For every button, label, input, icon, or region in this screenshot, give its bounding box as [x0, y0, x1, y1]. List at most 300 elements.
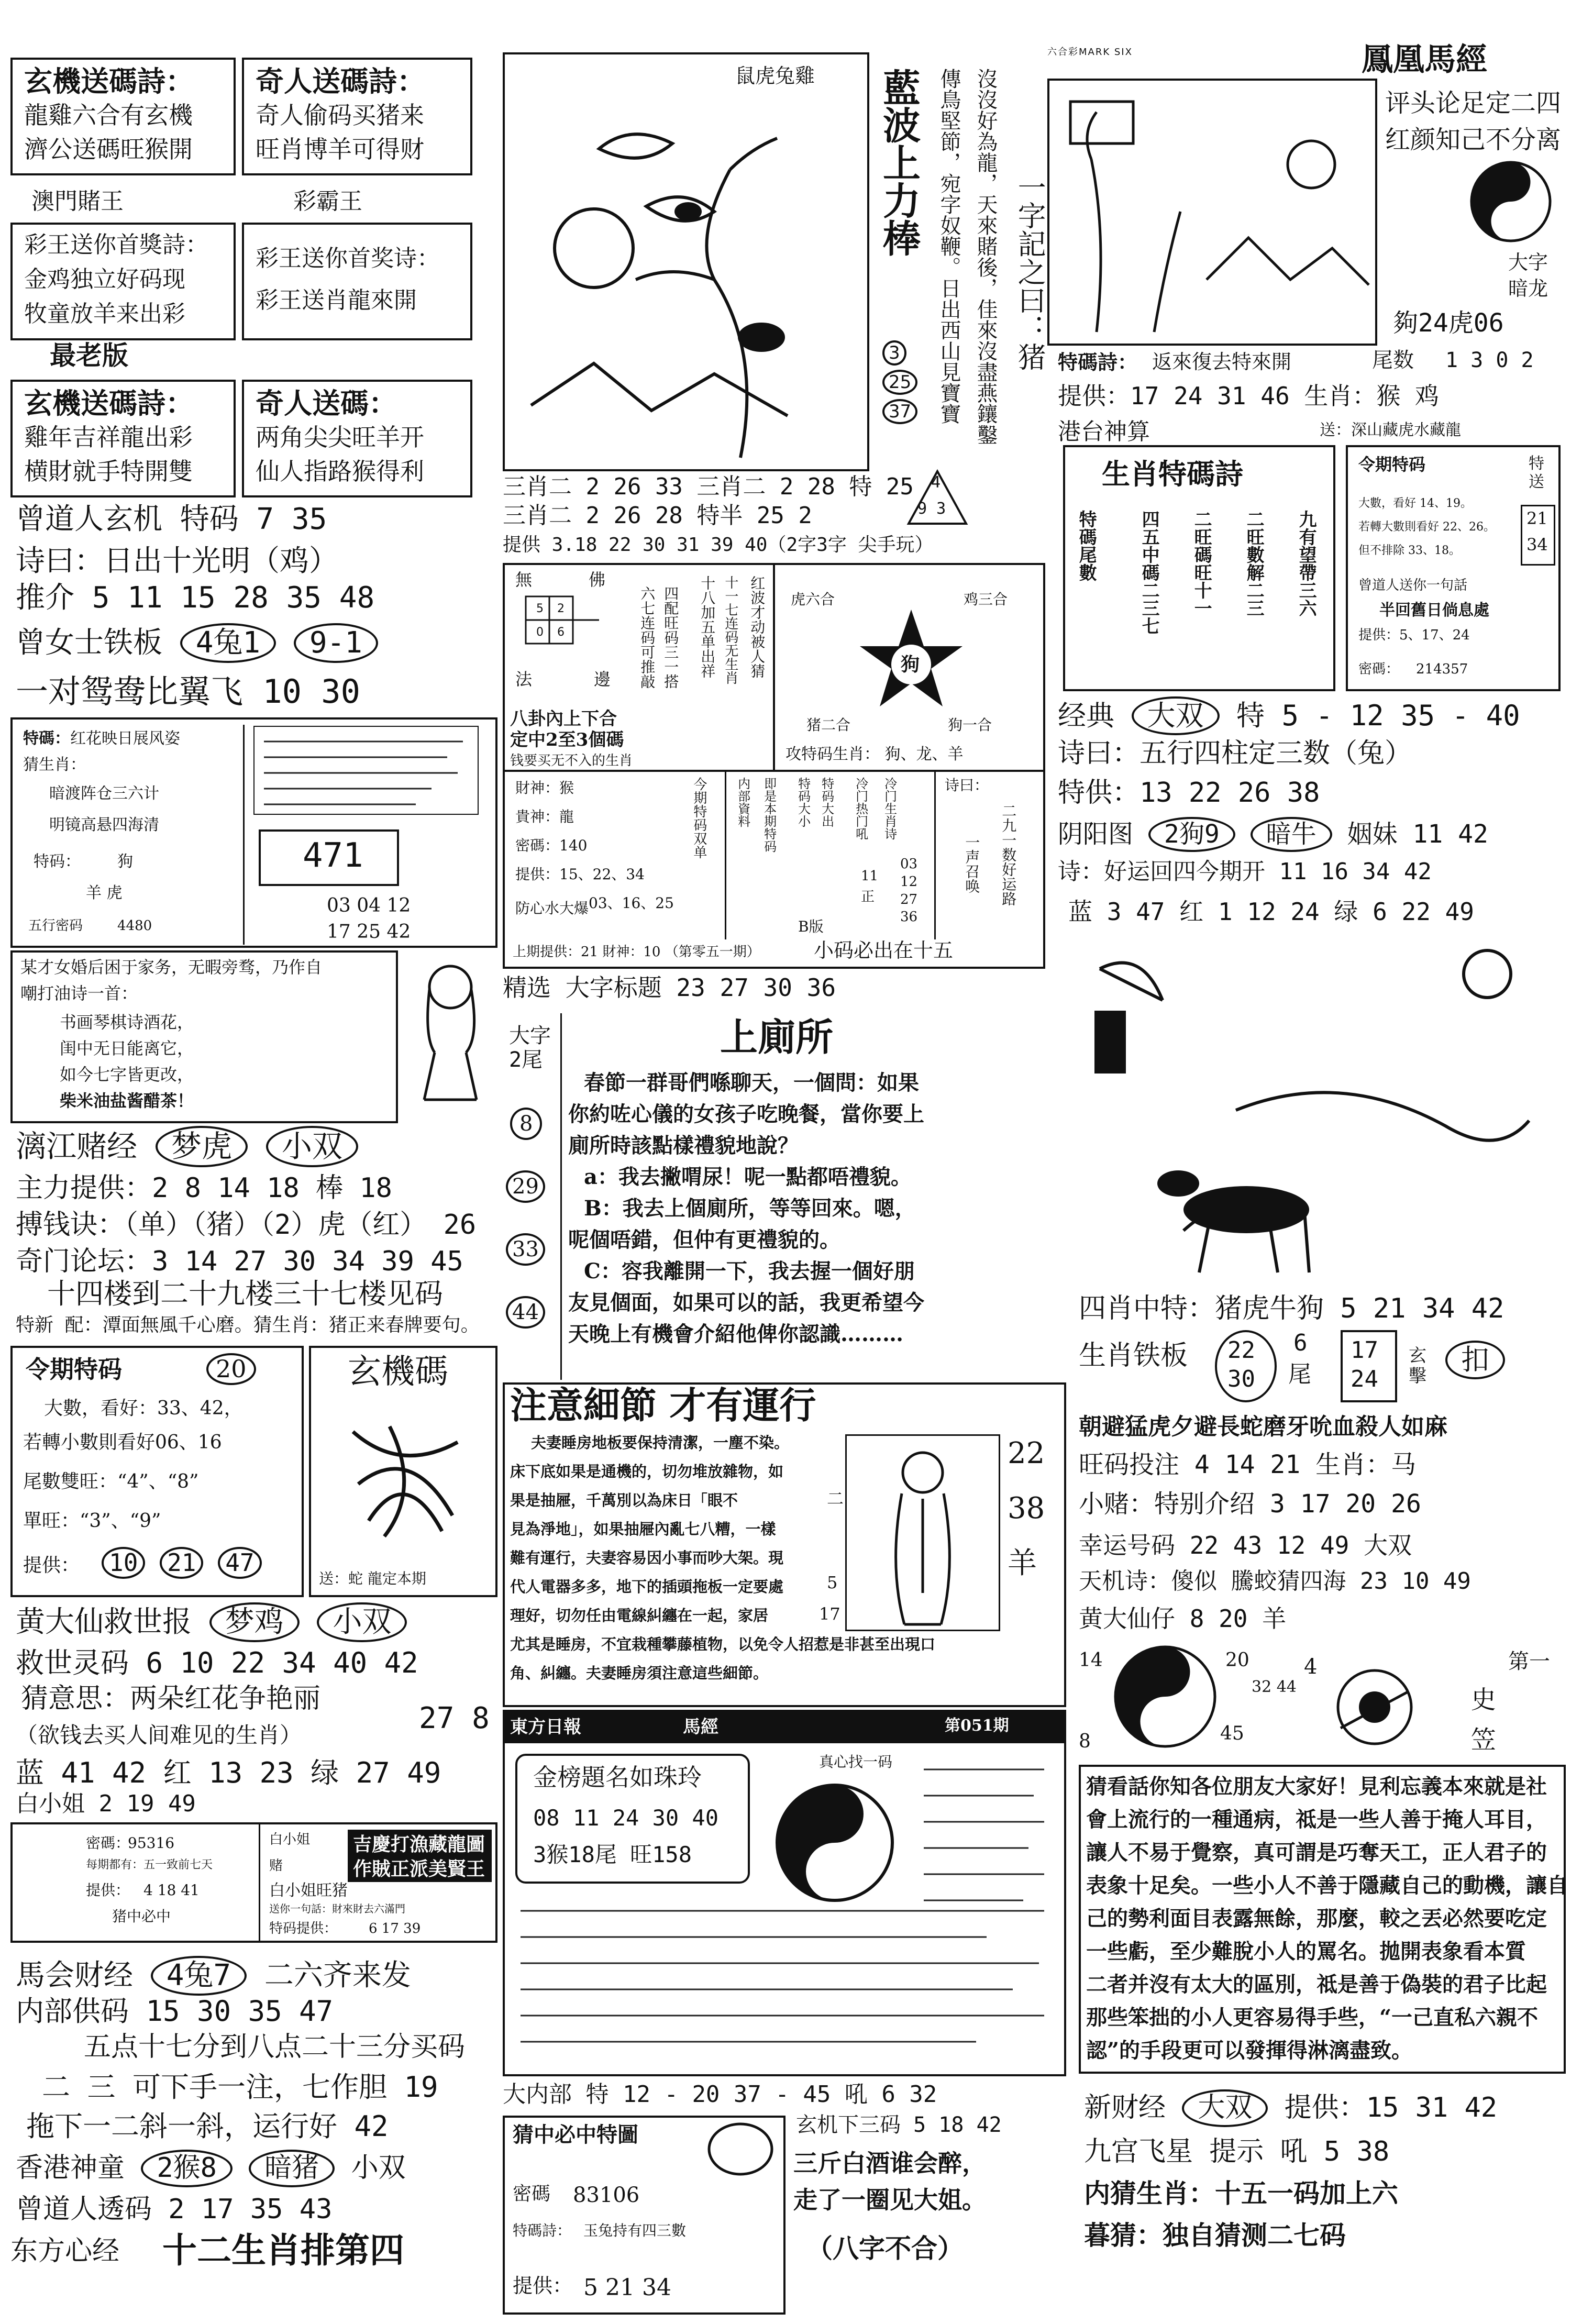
- fortune-l3: 暗渡阵仓三六计: [49, 784, 159, 803]
- big-text-8: 那些笨拙的小人更容易得手些，“一己直私六親不: [1086, 2005, 1539, 2030]
- jingxuan-line: 精选 大字标题 23 27 30 36: [503, 973, 836, 1002]
- scs-p3: 廁所時該點樣禮貌地說？: [568, 1133, 799, 1158]
- bai-box: [10, 1822, 497, 1943]
- panel3-divider-2: [934, 772, 936, 939]
- panel2-hu: 虎六合: [791, 591, 835, 608]
- panel3-col-4: 特码大出: [819, 777, 834, 827]
- panel3-num-3: 27: [900, 891, 918, 908]
- panel1-col-2: 四配旺码三一搭: [662, 586, 680, 689]
- lingqi-r-l1: 大數，看好 14、19。: [1358, 497, 1472, 510]
- taiji-icon: [1110, 1642, 1220, 1752]
- fatty-line: 诗：好运回四今期开 11 16 34 42: [1058, 858, 1432, 885]
- panel2-gou: 狗一合: [948, 716, 992, 734]
- qiren-title: 奇人送碼詩：: [256, 64, 425, 98]
- panel3-poem-label: 诗曰：: [945, 777, 989, 794]
- jiugong-line: 九宫飞星 提示 吼 5 38: [1084, 2136, 1390, 2167]
- jinbang-title: 金榜題名如珠玲: [533, 1763, 702, 1791]
- side-v-line: 夠24虎06: [1393, 308, 1504, 338]
- macau-king-label: 澳門賭王: [31, 188, 124, 215]
- caiwang-box-2: [242, 223, 472, 340]
- daoren-tip: 曾道人玄机 特码 7 35: [16, 502, 327, 536]
- tc-num-6: 45: [1220, 1723, 1244, 1744]
- huangdaxian-label: 黄大仙救世报: [16, 1605, 192, 1639]
- tc-num-2: 20: [1225, 1650, 1249, 1671]
- scs-c1: C：容我離開一下，我去握一個好朋: [584, 1259, 915, 1283]
- zhenxin-label: 真心找一码: [819, 1753, 893, 1770]
- zhuyi-p2: 床下底如果是通機的，切勿堆放雜物，如: [510, 1463, 784, 1480]
- woman-l5: 如今七字皆更改，: [60, 1065, 194, 1084]
- fortune-stamp: [259, 829, 399, 886]
- scs-c2: 友見個面，如果可以的話，我更希望今: [568, 1290, 924, 1315]
- tieban-n2-b: 24: [1351, 1366, 1378, 1392]
- xincai-label: 新财经: [1084, 2092, 1166, 2123]
- side-num-3: 33: [506, 1233, 545, 1266]
- yinyang-circle-1: 2狗9: [1148, 817, 1235, 852]
- big-text-2: 會上流行的一種通病，祗是一些人善于掩人耳目，: [1086, 1807, 1547, 1832]
- panel3-num-4: 36: [900, 909, 918, 925]
- daoren2-line: 曾道人透码 2 17 35 43: [16, 2194, 333, 2225]
- insert-side-print-icon: [913, 1754, 1055, 1911]
- hk-circle-1: 2猴8: [141, 2150, 233, 2187]
- fortune-l5: 特码：: [34, 853, 81, 871]
- xuanji-code-note: 送：蛇 龍定本期: [319, 1570, 426, 1587]
- scs-p1: 春節一群哥們喺聊天，一個問：如果: [584, 1070, 919, 1095]
- insert-header: [505, 1712, 1064, 1743]
- hk-line: [16, 2150, 406, 2187]
- caizhong-emblem-icon: [704, 2120, 777, 2178]
- zhuanqian-line: 搏钱诀：（单）（猪）（2）虎（红） 26: [16, 1209, 477, 1241]
- lijiang-circle-1: 梦虎: [156, 1126, 248, 1167]
- panel3-fang-n: 03、16、25: [589, 894, 674, 912]
- lingqi-title: 令期特码: [26, 1355, 122, 1384]
- zhuyi-p1: 夫妻睡房地板要保持清潔，一塵不染。: [531, 1434, 790, 1452]
- panel2-attack: 攻特码生肖： 狗、龙、羊: [785, 745, 964, 763]
- lingqi-right-box: [1346, 445, 1561, 691]
- tuoxia-line: 拖下一二斜一斜，运行好 42: [26, 2110, 389, 2143]
- panel3-col-2: 即是本期特码: [761, 777, 777, 853]
- big-text-6: 一些虧，至少難脫小人的罵名。拋開表象看本質: [1086, 1939, 1526, 1964]
- oldest-edition-label: 最老版: [50, 340, 128, 371]
- panel1-fo: 佛: [589, 570, 606, 590]
- teshi-line: 特新 配：潭面無風千心磨。猜生肖：猪正来春牌要句。: [16, 1314, 480, 1336]
- tieban-mid-a: 6: [1293, 1330, 1308, 1356]
- scs-a: a：我去撇喟尿！呢一點都唔禮貌。: [584, 1165, 912, 1189]
- xuanji-line-1: 龍雞六合有玄機: [24, 101, 193, 129]
- iron-board-label: [16, 623, 378, 663]
- zhuyi-side-nums: [1000, 1434, 1063, 1628]
- iron-circle-1: 4兔1: [180, 623, 276, 663]
- bai-l2: 每期都有：五一致前七天: [86, 1858, 213, 1872]
- tieban-label: 生肖铁板: [1079, 1340, 1188, 1371]
- xingyun-line: 幸运号码 22 43 12 49 大双: [1079, 1531, 1412, 1559]
- panel3-divider-1: [725, 772, 726, 939]
- panel3-poem-1: 二九一数好运路: [1000, 803, 1017, 906]
- lingqi-r-code: 密碼：: [1358, 661, 1400, 677]
- scs-b1: B：我去上個廁所，等等回來。嗯，: [584, 1196, 916, 1221]
- five-pm-line: 五点十七分到八点二十三分买码: [84, 2031, 466, 2063]
- woman-poem-box: [10, 950, 398, 1123]
- zhongguo: 史 笠: [1466, 1686, 1496, 1752]
- zhuyi-five: 5: [827, 1573, 838, 1592]
- baijiu-1: 三斤白酒谁会醉，: [793, 2149, 986, 2177]
- mahui-rest: 二六齐来发: [264, 1958, 411, 1993]
- woman-l1: 某才女婚后困于家务，无暇旁骛，乃作自: [20, 957, 323, 977]
- mahui-label: 馬会财经: [16, 1958, 133, 1993]
- judge-2: 红颜知己不分离: [1385, 125, 1562, 154]
- big-text-1: 猜看話你知各位朋友大家好！見利忘義本來就是社: [1086, 1774, 1547, 1799]
- panel1-col-5: 红波才动被人猜: [748, 576, 766, 678]
- scs-c3: 天晚上有機會介紹他俾你認識………: [568, 1322, 903, 1346]
- xincai-tail: 提供：15 31 42: [1284, 2092, 1498, 2123]
- panel-zodiac-star: [773, 563, 1045, 772]
- couple-line: 一对鸳鸯比翼飞 10 30: [16, 672, 360, 711]
- dongfang-ribao: 東方日報: [510, 1717, 581, 1738]
- yinyang-label: 阴阳图: [1058, 820, 1134, 849]
- tree-landscape-icon: [1049, 81, 1374, 342]
- di-yi: 第一: [1508, 1650, 1550, 1674]
- panel3-num-5: 11: [861, 868, 879, 884]
- lanbo-title: 藍波上力棒: [877, 68, 921, 257]
- tieban-box: [1341, 1330, 1397, 1402]
- panel3-poem-2: 一声召唤: [963, 835, 981, 893]
- bai-provide-label: 提供：: [86, 1882, 130, 1899]
- caiwang2-line-2: 彩王送肖龍來開: [256, 287, 417, 314]
- tieban-circle: 扣: [1445, 1341, 1505, 1379]
- scribble-tri-top: 4: [931, 473, 941, 492]
- big-text-4: 表象十足矣。一些小人不善于隱藏自己的動機，讓自: [1086, 1873, 1568, 1898]
- yinyang-line: [1058, 817, 1488, 852]
- panel2-zhu: 猪二合: [806, 716, 851, 734]
- xuanji-line-2: 濟公送碼旺猴開: [24, 135, 193, 163]
- panel-caishen: [503, 770, 1045, 969]
- fortune-divider: [243, 725, 245, 945]
- zhuyi-num-2: 38: [1008, 1491, 1045, 1525]
- dazi-1: 大字: [1508, 251, 1548, 274]
- lijiang-line: [16, 1126, 358, 1167]
- xuanji-sanma: 玄机下三码 5 18 42: [796, 2113, 1002, 2137]
- poem-vertical-1: 傳鳥堅節，宛字奴鞭。日出西山見寶寶: [937, 68, 961, 424]
- zhuyi-num-1: 22: [1008, 1436, 1045, 1470]
- recommend-numbers: 推介 5 11 15 28 35 48: [16, 581, 375, 615]
- wangma-line: 旺码投注 4 14 21 生肖：马: [1079, 1450, 1417, 1479]
- lingqi-r-l2: 若轉大數則看好 22、26。: [1358, 521, 1495, 534]
- shengxiao-title: 生肖特碼詩: [1102, 457, 1243, 491]
- tegong-line: 特供：13 22 26 38: [1058, 777, 1320, 809]
- hdx-circle-1: 梦鸡: [209, 1602, 300, 1642]
- panel1-qian: 钱要买无不入的生肖: [510, 753, 633, 769]
- tieban-circle-box: [1215, 1330, 1277, 1402]
- hk-tail: 小双: [351, 2152, 406, 2184]
- tianji-line: 天机诗：傻似 騰蛟猜四海 23 10 49: [1079, 1568, 1471, 1595]
- chaobi-line: 朝避猛虎夕避長蛇磨牙吮血殺人如麻: [1079, 1413, 1447, 1440]
- side-num-1: 8: [510, 1108, 542, 1140]
- jinbang-tail: 3猴18尾 旺158: [533, 1842, 692, 1867]
- poem-vertical-2: 沒沒好為龍，天來賭後，佳來沒盡燕鑲鑿: [973, 68, 998, 445]
- yin-yang-small-icon: [1466, 157, 1555, 246]
- caizhong-provide-label: 提供：: [513, 2274, 573, 2297]
- fenghuang-illustration-box: [1047, 79, 1377, 346]
- caizhong-poem-label: 特碼詩：: [513, 2222, 572, 2239]
- bai-b3: 白小姐旺猪: [269, 1882, 348, 1900]
- poem-sun: 诗曰：日出十光明（鸡）: [16, 544, 338, 578]
- panel1-fa: 法: [515, 669, 533, 689]
- qiren2-line-1: 两角尖尖旺羊开: [256, 423, 424, 451]
- panel3-gui: 貴神：龍: [515, 808, 574, 825]
- fortune-l1: 特碼：: [23, 729, 70, 748]
- panel3-last: 上期提供：21 財神：10 （第零五一期）: [513, 944, 760, 960]
- hdx-right-line: 黄大仙仔 8 20 羊: [1079, 1604, 1287, 1633]
- panel3-col-1: 内部資料: [735, 777, 750, 827]
- panel3-col-5: 冷门热门吼: [853, 777, 868, 840]
- qiren2-title: 奇人送碼：: [256, 386, 397, 420]
- big-text-box: [1079, 1765, 1566, 2074]
- wuxing-line: 诗曰：五行四柱定三数（兔）: [1058, 738, 1412, 769]
- right-provide: 提供：17 24 31 46 生肖：猴 鸡: [1058, 382, 1440, 410]
- hdx-circle-2: 小双: [317, 1602, 407, 1642]
- panel1-col-3: 十八加五单出祥: [699, 576, 716, 678]
- shengxiao-box: [1063, 445, 1335, 691]
- jiushi-line: 救世灵码 6 10 22 34 40 42: [16, 1646, 418, 1679]
- fortune-l6: 羊 虎: [86, 884, 123, 902]
- mahui-line: [16, 1956, 411, 1996]
- lingqi-r-send-2: 34: [1526, 535, 1548, 555]
- newspaper-insert: [503, 1710, 1066, 2076]
- lingqi-r-send: 特送: [1529, 455, 1544, 491]
- zhuyi-box: [503, 1382, 1066, 1707]
- lingqi-nums: [102, 1547, 262, 1579]
- caizhong-code-label: 密碼: [513, 2183, 551, 2205]
- neicai-line: 内猜生肖：十五一码加上六: [1084, 2178, 1398, 2209]
- jingdian-label: 经典: [1058, 699, 1114, 732]
- caizhong-title: 猜中必中特圖: [513, 2122, 638, 2147]
- xiaodu-line: 小赌：特别介绍 3 17 20 26: [1079, 1489, 1421, 1519]
- neibu-c-label: 大内部: [503, 2081, 572, 2108]
- caiwang1-line-1: 彩王送你首獎詩：: [24, 231, 208, 258]
- fenghuang-header: 鳳凰馬經: [1362, 41, 1487, 78]
- bai-b5: 特码提供：: [269, 1921, 338, 1936]
- yinyang-circle-2: 暗牛: [1251, 817, 1332, 852]
- panel3-num-6: 正: [861, 889, 875, 905]
- issue-label: 第051期: [945, 1717, 1009, 1735]
- sx-col-1: 特碼尾數: [1076, 510, 1097, 581]
- fortune-stamp-number: 471: [303, 836, 363, 875]
- tieban-mid-b: 尾: [1288, 1361, 1311, 1388]
- caizhong-provide-value: 5 21 34: [583, 2274, 671, 2301]
- panel1-ding: 定中2至3個碼: [510, 729, 624, 750]
- zhuyi-p4: 見為淨地」，如果抽屜內亂七八糟，一樣: [510, 1520, 776, 1538]
- lanbo-num-2: 25: [882, 370, 917, 395]
- woman-l2: 嘲打油诗一首：: [20, 983, 138, 1003]
- big-text-7: 二者并沒有太大的區別，祗是善于偽裝的君子比起: [1086, 1972, 1547, 1997]
- lan-line: 蓝 3 47 红 1 12 24 绿 6 22 49: [1068, 898, 1474, 926]
- lingqi-r-l4: 曾道人送你一句話: [1358, 578, 1468, 593]
- bai-b1: 白小姐: [269, 1832, 311, 1847]
- panel3-fang: 防心水大爆: [515, 900, 589, 917]
- zodiac-fourth: 十二生肖排第四: [162, 2230, 404, 2271]
- guess-meaning: 猜意思：两朵红花争艳丽: [21, 1683, 321, 1714]
- shangcesuo-title: 上廁所: [720, 1015, 834, 1059]
- gangao-send: 送：深山藏虎水藏龍: [1320, 421, 1461, 439]
- painting-box: [503, 52, 869, 471]
- panel3-col-6: 冷门生肖诗: [882, 777, 897, 840]
- lingqi-circle: 20: [206, 1353, 256, 1385]
- weishu-label: 尾数: [1372, 348, 1414, 372]
- iron-board-text: 曾女士铁板: [16, 626, 162, 660]
- qiren-poem-box-2: [242, 380, 472, 497]
- sixiao-line: 四肖中特：猪虎牛狗 5 21 34 42: [1079, 1293, 1504, 1324]
- scribble-line-1: 三肖二 2 26 33 三肖二 2 28 特 25: [503, 473, 914, 500]
- zhuyi-num-3: 羊: [1008, 1546, 1037, 1580]
- panel3-col-3: 特码大小: [795, 777, 811, 827]
- gangao-label: 港台神算: [1058, 418, 1150, 445]
- guess-sub: （欲钱去买人间难见的生肖）: [16, 1722, 302, 1748]
- caizhong-poem: 玉兔持有四三數: [583, 2222, 687, 2239]
- lingqi-l1: 大數，看好：33、42，: [44, 1398, 243, 1419]
- bai-banner-2: 作賊正派美賢王: [353, 1858, 485, 1880]
- huangdaxian-line: [16, 1602, 407, 1642]
- panel1-col-4: 十一七连码无生肖: [722, 576, 738, 684]
- provide-line: 提供 3.18 22 30 31 39 40（2字3字 尖手玩）: [503, 534, 934, 556]
- xuanji-poem-box: [10, 58, 236, 175]
- zhuyi-p8: 尤其是睡房，不宜栽種攀藤植物，以免令人招惹是非甚至出現口: [510, 1635, 936, 1653]
- xuanji2-line-1: 雞年吉祥龍出彩: [24, 423, 193, 451]
- sx-col-2: 四五中碼二三七: [1138, 510, 1160, 635]
- tieban-x: 玄擊: [1409, 1345, 1426, 1387]
- bai-xiaojie-line: 白小姐 2 19 49: [16, 1790, 196, 1817]
- fortune-l7: 五行密码: [28, 918, 83, 934]
- lingqi-l3: 尾數雙旺：“4”、“8”: [23, 1471, 199, 1492]
- zhuyi-seventeen: 17: [819, 1604, 840, 1624]
- lingqi-num-1: 10: [102, 1547, 145, 1579]
- lijiang-label: 漓江赌经: [16, 1128, 138, 1164]
- insert-lower-print-icon: [515, 1900, 1055, 2068]
- zhuyi-two: 二: [827, 1489, 844, 1509]
- birds-branch-illustration-icon: [515, 91, 861, 468]
- neibu-c-line: [503, 2082, 937, 2108]
- qiren-line-1: 奇人偷码买猪来: [256, 101, 424, 129]
- zhuyi-p5: 難有運行，夫妻容易因小事而吵大架。現: [510, 1549, 784, 1567]
- scs-p2: 你約咗心儀的女孩子吃晚餐，當你要上: [568, 1102, 924, 1126]
- panel3-provide: 提供：15、22、34: [515, 866, 645, 883]
- fan-icon: [1325, 1660, 1424, 1754]
- iron-circle-2: 9-1: [294, 623, 378, 663]
- yin-yang-icon: [767, 1775, 903, 1911]
- big-text-9: 認”的手段更可以發揮得淋漓盡致。: [1086, 2038, 1413, 2063]
- tc-num-5: 4: [1304, 1655, 1318, 1679]
- neibu-c-nums: 特 12 - 20 37 - 45 吼 6 32: [585, 2081, 937, 2108]
- dazi-2: 暗龙: [1508, 277, 1548, 300]
- woman-illustration: [403, 958, 492, 1105]
- panel-wu-fo: [503, 563, 775, 772]
- taiji-area: [1079, 1639, 1424, 1759]
- panel1-bagua: 八卦內上下合: [510, 709, 617, 729]
- hk-circle-2: 暗猪: [249, 2150, 335, 2187]
- zhuli-line: 主力提供：2 8 14 18 棒 18: [16, 1172, 392, 1204]
- zhuyi-p3: 果是抽屜，千萬別以為床日「眼不: [510, 1491, 738, 1509]
- side-nums: 27 8: [419, 1701, 490, 1735]
- big-text-3: 讓人不易于覺察，真可謂是巧奪天工，正人君子的: [1086, 1840, 1547, 1865]
- panel3-cai: 財神：猴: [515, 779, 574, 796]
- tieban-n2-a: 17: [1351, 1337, 1378, 1364]
- svg-text:6: 6: [557, 626, 565, 639]
- lingqi-r-send-1: 21: [1526, 508, 1548, 528]
- tieban-n1-a: 22: [1227, 1337, 1255, 1364]
- lingqi-l2: 若轉小數則看好06、16: [23, 1432, 222, 1453]
- xincai-circle: 大双: [1182, 2089, 1268, 2127]
- tc-num-4: 8: [1079, 1731, 1091, 1752]
- colors-line: 蓝 41 42 红 13 23 绿 27 49: [16, 1756, 441, 1789]
- fortune-nums-2: 17 25 42: [327, 921, 411, 943]
- jingdian-tail: 特 5 - 12 35 - 40: [1236, 699, 1520, 732]
- guanyin-illustration: [845, 1434, 1000, 1631]
- woman-l6: 柴米油盐酱醋茶！: [60, 1091, 194, 1111]
- caiwang1-line-3: 牧童放羊来出彩: [24, 301, 185, 327]
- panel1-bian: 邊: [594, 669, 611, 689]
- fortune-l2: 猜生肖：: [23, 756, 86, 774]
- side-num-4: 44: [506, 1296, 545, 1329]
- woman-figure-icon: [403, 958, 492, 1105]
- bai-provide-value: 4 18 41: [143, 1882, 200, 1899]
- lingqi-provide: 提供：: [23, 1555, 80, 1576]
- judge-1: 评头论足定二四: [1385, 88, 1562, 118]
- jinbang-box: [515, 1754, 750, 1884]
- fortune-l1b: 红花映日展风姿: [70, 729, 180, 748]
- bai-code-label: 密碼：: [86, 1834, 130, 1852]
- tc-num-3: 32 44: [1252, 1678, 1297, 1696]
- panel3-b-ban: B版: [798, 918, 824, 935]
- panel3-num-1: 03: [900, 856, 918, 872]
- lingqi-num-3: 47: [218, 1547, 261, 1579]
- caiwang-box-1: [10, 223, 236, 340]
- lanbo-nums: [882, 340, 917, 424]
- lingqi-num-2: 21: [160, 1547, 203, 1579]
- xuanji2-title: 玄機送碼詩：: [24, 386, 194, 420]
- shangcesuo-side: [503, 1013, 562, 1380]
- bai-code-value: 95316: [128, 1834, 175, 1852]
- zhuyi-title: 注意細節 才有運行: [510, 1384, 816, 1427]
- caiwang2-line-1: 彩王送你首奖诗：: [256, 245, 440, 272]
- xuanji-code-title: 玄機碼: [348, 1353, 448, 1391]
- jingdian-circle: 大双: [1132, 696, 1220, 735]
- xincai-line: [1084, 2089, 1497, 2127]
- svg-text:0: 0: [536, 626, 544, 639]
- bai-b2: 赌: [269, 1858, 283, 1874]
- fortune-l7b: 4480: [117, 918, 152, 934]
- fortune-l5b: 狗: [117, 853, 133, 871]
- lingqi-r-l6: 提供：5、17、24: [1358, 627, 1470, 643]
- qiren-poem-box: [242, 58, 472, 175]
- lingqi-r-title: 令期特码: [1358, 455, 1426, 474]
- side-num-2: 29: [506, 1170, 545, 1203]
- caiwang1-line-2: 金鸡独立好码现: [24, 266, 185, 293]
- bai-b5v: 6 17 39: [369, 1921, 421, 1936]
- mucai-line: 暮猜：独自猜测二七码: [1084, 2220, 1346, 2251]
- zhuyi-p9: 角、糾纏。夫妻睡房須注意這些細節。: [510, 1664, 769, 1682]
- tieban-n1-b: 30: [1227, 1366, 1255, 1392]
- woman-l4: 闺中无日能离它，: [60, 1038, 194, 1058]
- panel1-wu: 無: [515, 570, 533, 590]
- caizhong-code-value: 83106: [573, 2183, 640, 2207]
- xuanji-code-scribble-icon: [337, 1411, 473, 1542]
- svg-text:2: 2: [557, 602, 565, 615]
- lingqi-r-l3: 但不排除 33、18。: [1358, 544, 1461, 557]
- panel1-grid-icon: [515, 594, 610, 667]
- painting-title: 鼠虎兔雞: [735, 64, 815, 87]
- qiren2-line-2: 仙人指路猴得利: [256, 457, 424, 485]
- bai-l4: 猪中必中: [112, 1908, 171, 1925]
- xuanji-poem-box-2: [10, 380, 236, 497]
- scs-b2: 呢個唔錯，但仲有更禮貌的。: [568, 1227, 840, 1252]
